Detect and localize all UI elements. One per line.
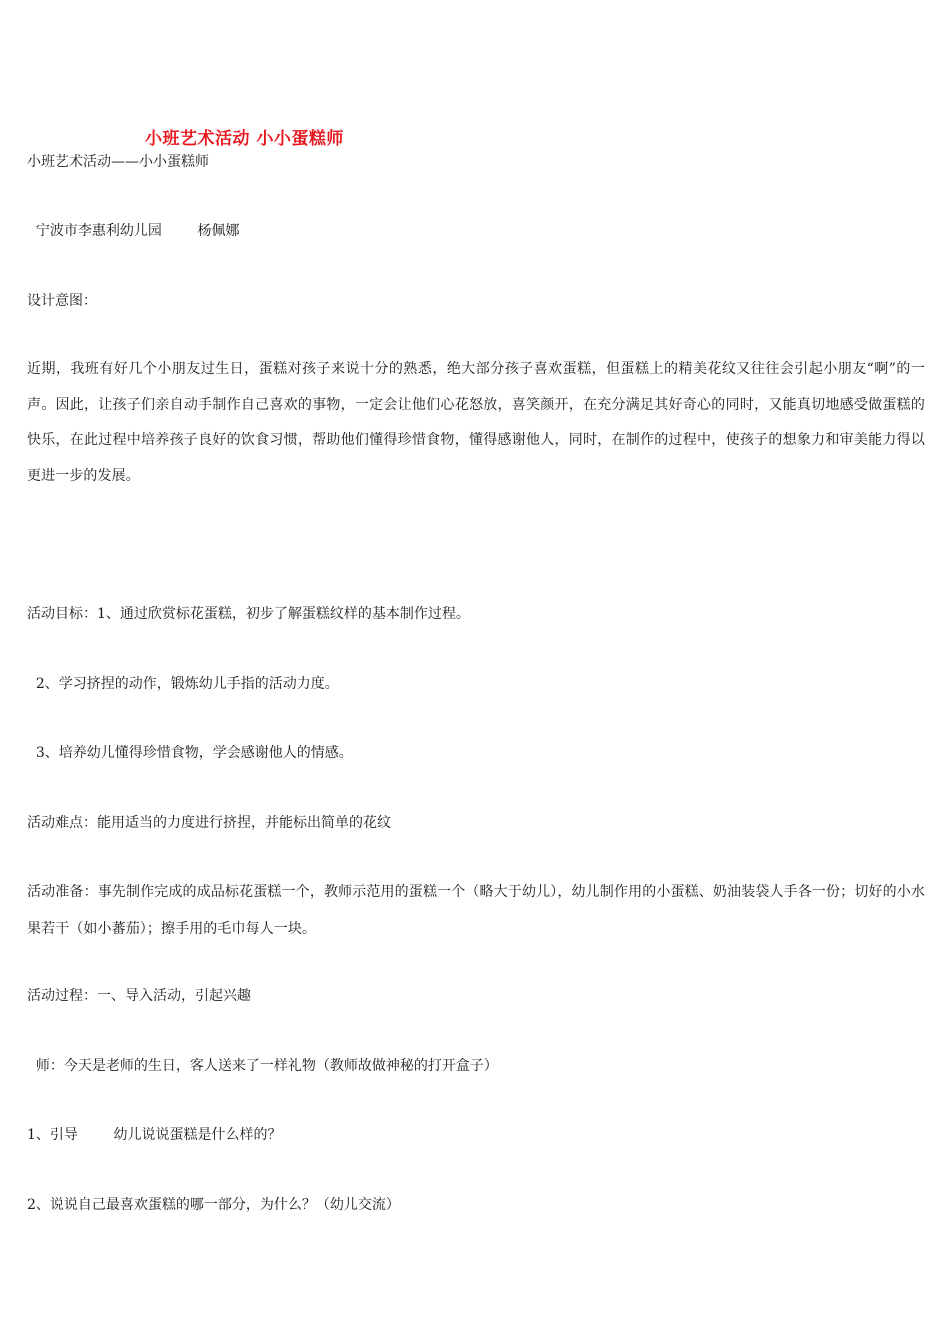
goal-2: 2、学习挤捏的动作，锻炼幼儿手指的活动力度。 <box>27 676 339 692</box>
document-title: 小班艺术活动 小小蛋糕师 <box>145 129 344 149</box>
step-1: 1、引导 幼儿说说蛋糕是什么样的？ <box>27 1127 282 1143</box>
design-intent-heading: 设计意图： <box>27 293 97 309</box>
goal-1: 活动目标：1、通过欣赏标花蛋糕，初步了解蛋糕纹样的基本制作过程。 <box>27 606 470 622</box>
preparation-paragraph: 活动准备：事先制作完成的成品标花蛋糕一个，教师示范用的蛋糕一个（略大于幼儿），幼儿制作用的小蛋糕、奶油装袋人手各一份；切好的小水果若干（如小蕃茄）；擦手用的毛巾每人一块。 <box>27 884 925 937</box>
design-intent-paragraph: 近期，我班有好几个小朋友过生日，蛋糕对孩子来说十分的熟悉，绝大部分孩子喜欢蛋糕，但蛋糕上的精美花纹又往往会引起小朋友“啊”的一声。因此，让孩子们亲自动手制作自己喜欢的事物，一定会让他们心花怒放，喜笑颜开，在充分满足其好奇心的同时，又能真切地感受做蛋糕的快乐，在此过程中培养孩子良好的饮食习惯，帮助他们懂得珍惜食物，懂得感谢他人，同时，在制作的过程中，使孩子的想象力和审美能力得以更进一步的发展。 <box>27 361 925 484</box>
difficulty-line: 活动难点：能用适当的力度进行挤捏，并能标出简单的花纹 <box>27 815 391 831</box>
document-subtitle: 小班艺术活动——小小蛋糕师 <box>27 154 209 170</box>
author-line: 宁波市李惠利幼儿园 杨佩娜 <box>27 223 240 239</box>
step-2: 2、说说自己最喜欢蛋糕的哪一部分，为什么？（幼儿交流） <box>27 1197 400 1213</box>
teacher-line: 师：今天是老师的生日，客人送来了一样礼物（教师故做神秘的打开盒子） <box>27 1058 498 1074</box>
process-heading: 活动过程：一、导入活动，引起兴趣 <box>27 988 251 1004</box>
goal-3: 3、培养幼儿懂得珍惜食物，学会感谢他人的情感。 <box>27 745 353 761</box>
